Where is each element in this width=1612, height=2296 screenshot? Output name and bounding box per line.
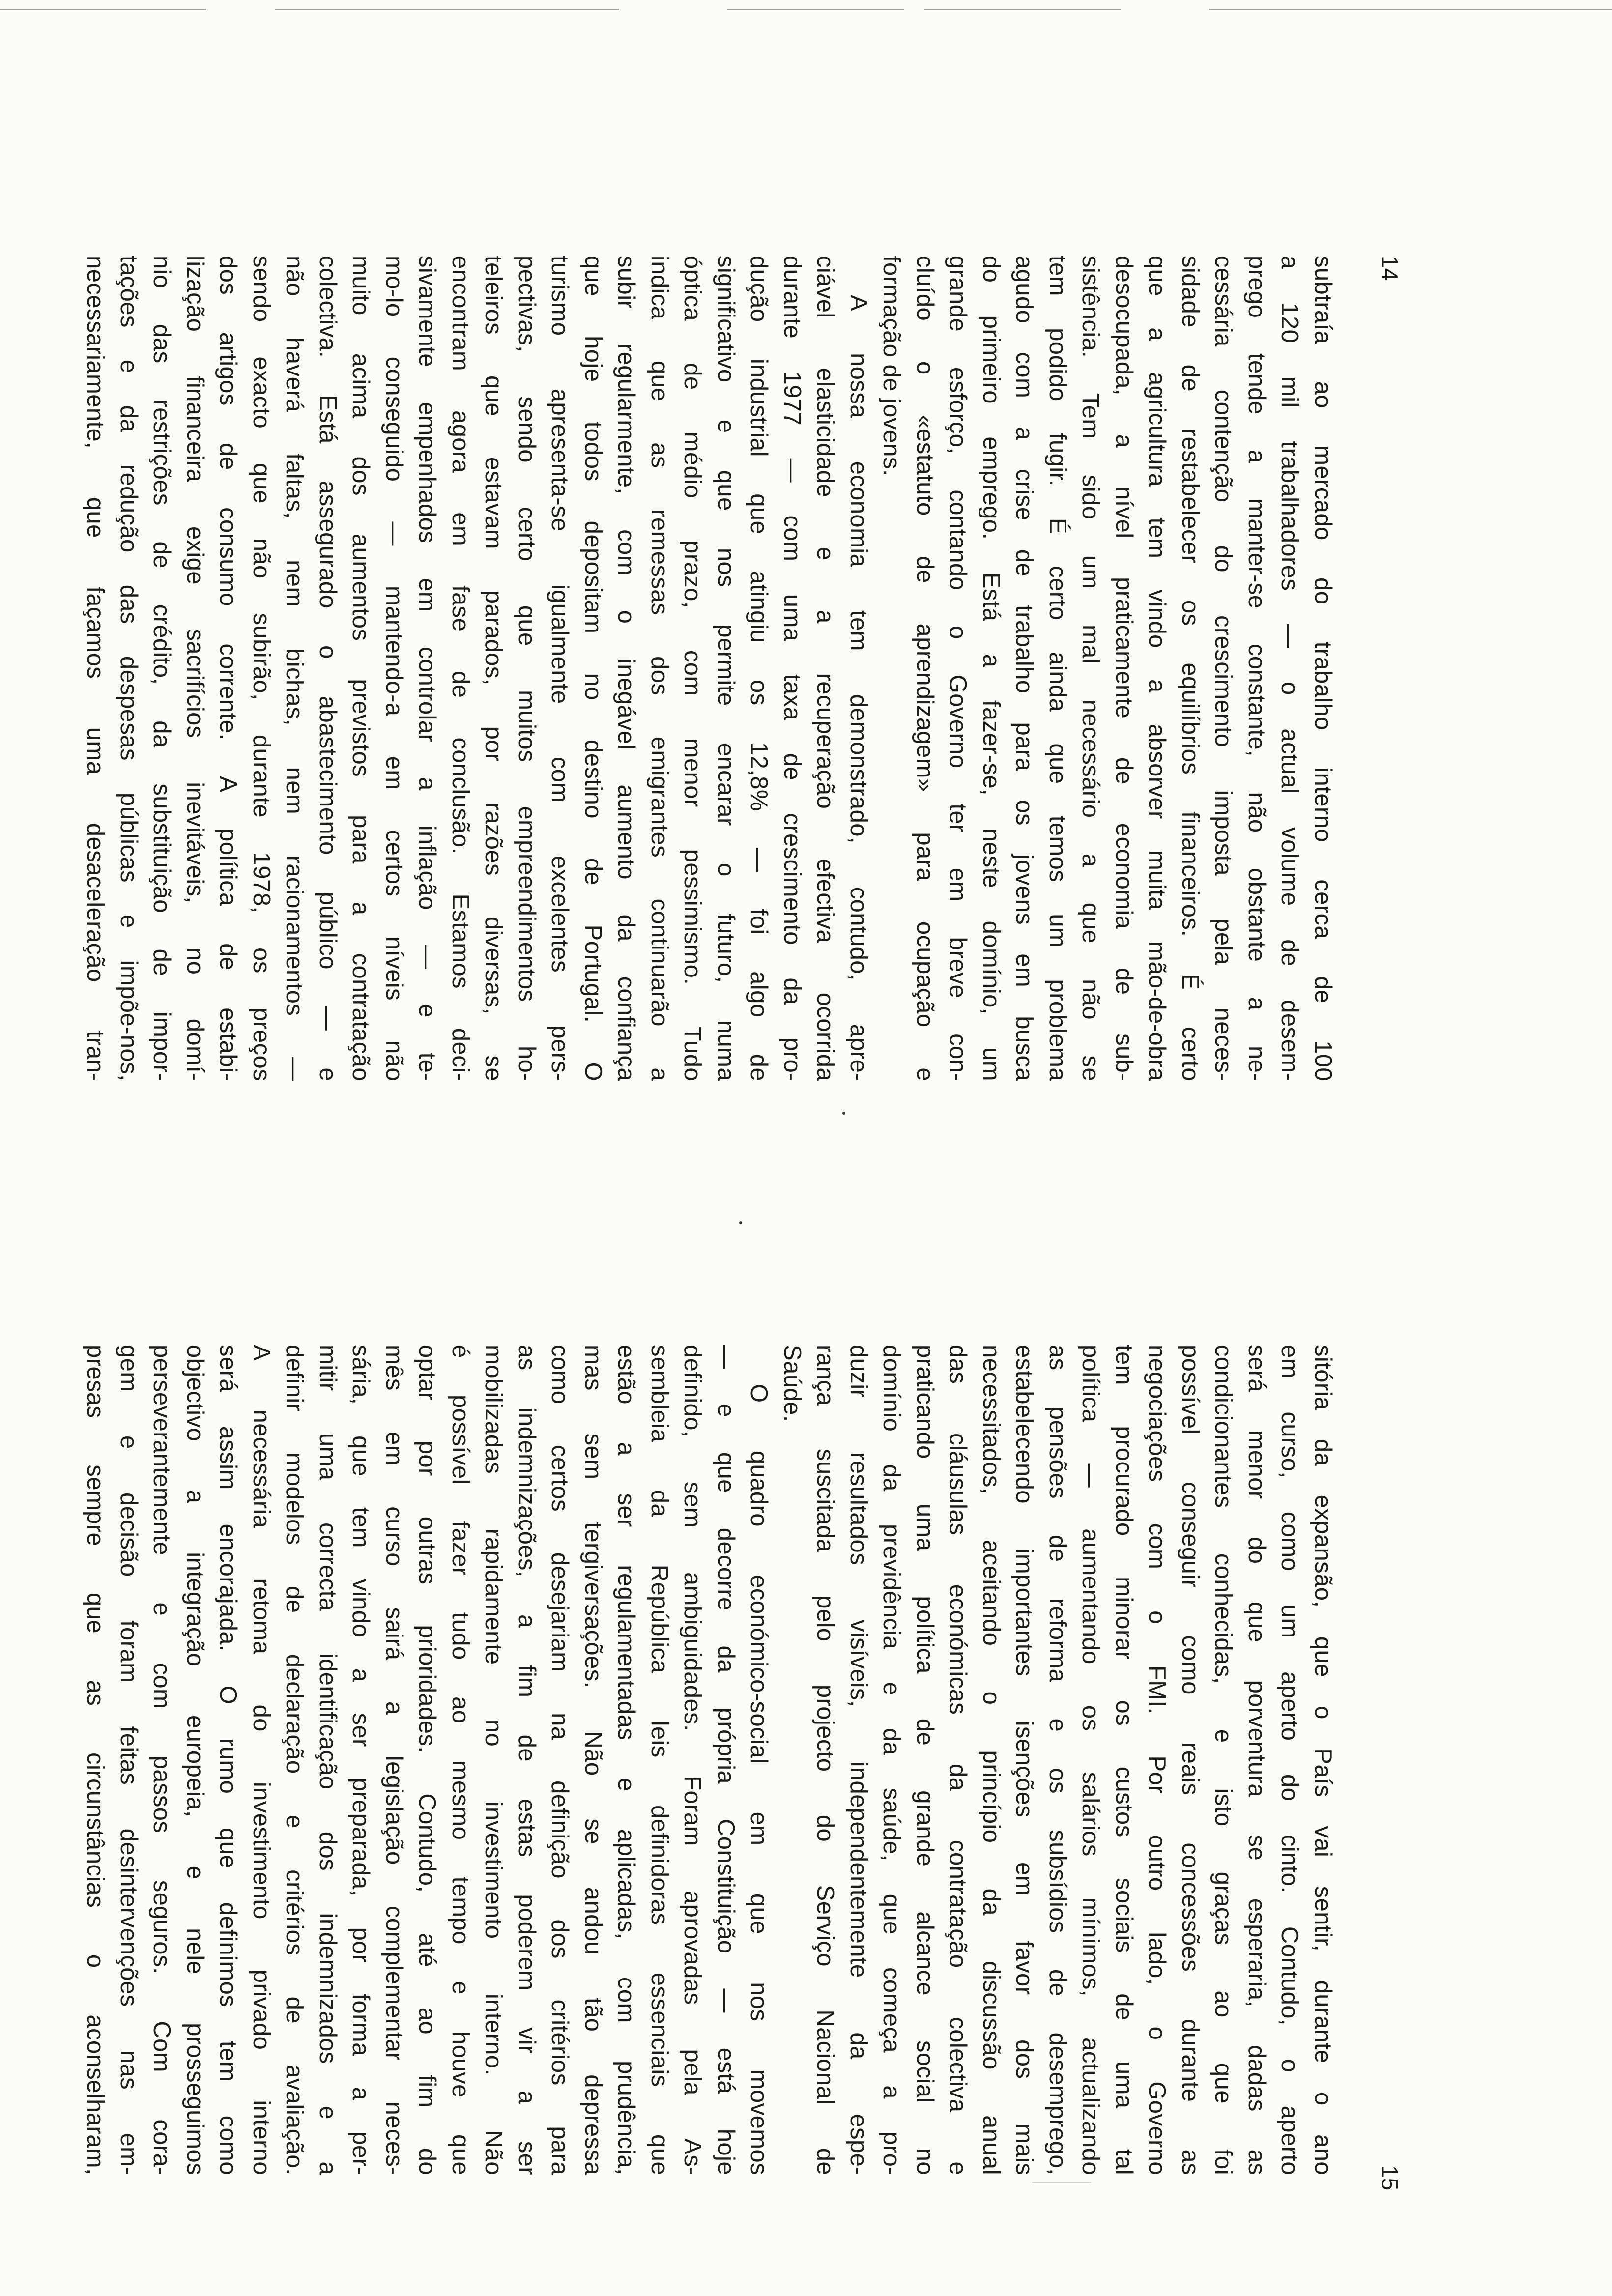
text-line: perseverantemente e com passos seguros. Com cora- — [148, 1345, 175, 2175]
text-line: turismo apresenta-se igualmente com excelentes pers- — [547, 256, 574, 1081]
text-line: teleiros que estavam parados, por razões diversas, se — [480, 256, 507, 1081]
text-line: sitória da expansão, que o País vai sentir, durante o ano — [1310, 1345, 1336, 2175]
text-line: mobilizadas rapidamente no investimento interno. Não — [480, 1345, 507, 2175]
text-line: a 120 mil trabalhadores — o actual volume de desem- — [1276, 256, 1303, 1081]
text-line: política — aumentando os salários mínimos, actualizando — [1077, 1345, 1104, 2175]
text-line: formação de jovens. — [878, 256, 905, 476]
text-line: praticando uma política de grande alcance social no — [912, 1345, 938, 2175]
text-line: pectivas, sendo certo que muitos empreendimentos ho- — [514, 256, 540, 1081]
text-line: A necessária retoma do investimento privado interno — [248, 1345, 275, 2175]
text-line: definido, sem ambiguidades. Foram aprovadas pela As- — [679, 1345, 706, 2175]
text-line: ciável elasticidade e a recuperação efectiva ocorrida — [812, 256, 839, 1081]
text-line: óptica de médio prazo, com menor pessimismo. Tudo — [679, 256, 706, 1081]
text-line: as indemnizações, a fim de estas poderem vir a ser — [514, 1345, 540, 2175]
text-line: significativo e que nos permite encarar o futuro, numa — [713, 256, 739, 1081]
text-line: A nossa economia tem demonstrado, contudo, apre- — [845, 295, 872, 1081]
page-number: 15 — [1377, 2165, 1403, 2191]
text-line: gem e decisão foram feitas desintervenções nas em- — [115, 1345, 142, 2175]
text-line: optar por outras prioridades. Contudo, até ao fim do — [414, 1345, 441, 2175]
text-line: sistência. Tem sido um mal necessário a que não se — [1077, 256, 1104, 1081]
text-line: sária, que tem vindo a ser preparada, por forma a per- — [347, 1345, 374, 2175]
page-number: 14 — [1377, 256, 1403, 281]
text-line: é possível fazer tudo ao mesmo tempo e houve que — [447, 1345, 474, 2175]
text-line: que a agricultura tem vindo a absorver muita mão-de-obra — [1144, 256, 1171, 1081]
text-line: agudo com a crise de trabalho para os jovens em busca — [1011, 256, 1038, 1081]
text-line: cessária contenção do crescimento imposta pela neces- — [1210, 256, 1237, 1081]
text-line: tem procurado minorar os custos sociais de uma tal — [1111, 1345, 1137, 2175]
text-line: como certos desejariam na definição dos critérios para — [547, 1345, 574, 2175]
text-line: mês em curso sairá a legislação complementar neces- — [381, 1345, 407, 2175]
text-line: durante 1977 — com uma taxa de crescimento da pro- — [779, 256, 806, 1081]
text-line: será menor do que porventura se esperaria, dadas as — [1243, 1345, 1270, 2175]
text-line: sivamente empenhados em controlar a inflação — e te- — [414, 256, 441, 1081]
text-line: do primeiro emprego. Está a fazer-se, neste domínio, um — [978, 256, 1005, 1081]
text-line: rança suscitada pelo projecto do Serviço Nacional de — [812, 1345, 839, 2175]
text-line: mo-lo conseguido — mantendo-a em certos níveis não — [381, 256, 407, 1081]
text-line: dução industrial que atingiu os 12,8% — foi algo de — [746, 256, 773, 1081]
text-line: prego tende a manter-se constante, não obstante a ne- — [1243, 256, 1270, 1081]
text-line: tações e da redução das despesas públicas e impõe-nos, — [115, 256, 142, 1081]
text-line: sidade de restabelecer os equilíbrios financeiros. É certo — [1177, 256, 1204, 1081]
text-line: dos artigos de consumo corrente. A política de estabi- — [215, 256, 242, 1081]
text-line: colectiva. Está assegurado o abastecimento público — e — [315, 256, 341, 1081]
text-line: Saúde. — [779, 1345, 806, 1422]
text-line: objectivo a integração europeia, e nele prosseguimos — [182, 1345, 208, 2175]
text-line: definir modelos de declaração e critérios de avaliação. — [281, 1345, 308, 2175]
left-page-body — [79, 256, 1339, 1081]
text-line: muito acima dos aumentos previstos para a contratação — [347, 256, 374, 1081]
text-line: estabelecendo importantes isenções em favor dos mais — [1011, 1345, 1038, 2175]
text-line: presas sempre que as circunstâncias o aconselharam, — [82, 1345, 109, 2175]
text-line: grande esforço, contando o Governo ter em breve con- — [945, 256, 972, 1081]
right-page-body — [79, 1345, 1339, 2175]
text-line: O quadro económico-social em que nos movemos — [746, 1384, 773, 2175]
text-line: condicionantes conhecidas, e isto graças ao que foi — [1210, 1345, 1237, 2175]
right-page — [0, 1148, 1612, 2296]
gutter-shadow — [1032, 2182, 1091, 2183]
text-line: subir regularmente, com o inegável aumento da confiança — [613, 256, 640, 1081]
text-line: em curso, como um aperto do cinto. Contudo, o aperto — [1276, 1345, 1303, 2175]
text-line: das cláusulas económicas da contratação colectiva e — [945, 1345, 972, 2175]
text-line: subtraía ao mercado do trabalho interno cerca de 100 — [1310, 256, 1336, 1081]
text-line: não haverá faltas, nem bichas, nem racionamentos — — [281, 256, 308, 1081]
text-line: — e que decorre da própria Constituição — está hoje — [713, 1345, 739, 2175]
text-line: desocupada, a nível praticamente de economia de sub- — [1111, 256, 1137, 1081]
text-line: cluído o «estatuto de aprendizagem» para ocupação e — [912, 256, 938, 1081]
dust-speck — [739, 1221, 742, 1224]
text-line: estão a ser regulamentadas e aplicadas, com prudência, — [613, 1345, 640, 2175]
text-line: tem podido fugir. É certo ainda que temos um problema — [1044, 256, 1071, 1081]
text-line: que hoje todos depositam no destino de Portugal. O — [580, 256, 606, 1081]
text-line: domínio da previdência e da saúde, que começa a pro- — [878, 1345, 905, 2175]
text-line: encontram agora em fase de conclusão. Estamos deci- — [447, 256, 474, 1081]
text-line: lização financeira exige sacrifícios inevitáveis, no domí- — [182, 256, 208, 1081]
text-line: necessitados, aceitando o princípio da discussão anual — [978, 1345, 1005, 2175]
text-line: necessariamente, que façamos uma desaceleração tran- — [82, 256, 109, 1081]
dust-speck — [842, 1112, 845, 1115]
text-line: duzir resultados visíveis, independentemente da espe- — [845, 1345, 872, 2175]
text-line: mas sem tergiversações. Não se andou tão depressa — [580, 1345, 606, 2175]
text-line: negociações com o FMI. Por outro lado, o Governo — [1144, 1345, 1171, 2175]
text-line: possível conseguir como reais concessões durante as — [1177, 1345, 1204, 2175]
text-line: nio das restrições de crédito, da substituição de impor- — [148, 256, 175, 1081]
text-line: as pensões de reforma e os subsídios de desemprego, — [1044, 1345, 1071, 2175]
text-line: sendo exacto que não subirão, durante 1978, os preços — [248, 256, 275, 1081]
text-line: será assim encorajada. O rumo que definimos tem como — [215, 1345, 242, 2175]
text-line: indica que as remessas dos emigrantes continuarão a — [646, 256, 673, 1081]
text-line: mitir uma correcta identificação dos indemnizados e a — [315, 1345, 341, 2175]
text-line: sembleia da República leis definidoras essenciais que — [646, 1345, 673, 2175]
